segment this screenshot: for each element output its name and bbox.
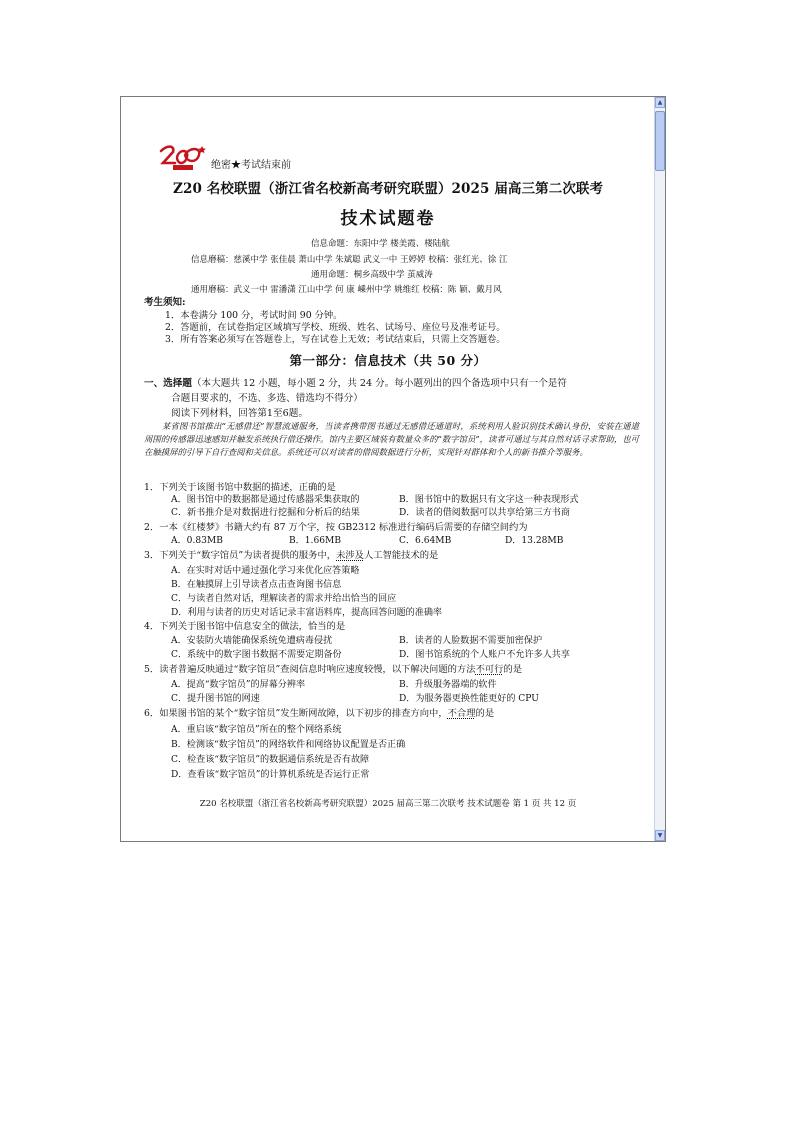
notice-item: 1．本卷满分 100 分，考试时间 90 分钟。	[165, 310, 343, 321]
stem-text: 人工智能技术的是	[363, 550, 439, 561]
option: C．6.64MB	[399, 536, 452, 546]
option: A．图书馆中的数据都是通过传感器采集获取的	[171, 495, 360, 505]
option: A．0.83MB	[171, 536, 223, 546]
question-stem: 4．下列关于图书馆中信息安全的做法，恰当的是	[144, 621, 346, 632]
option: A．安装防火墙能确保系统免遭病毒侵扰	[171, 636, 333, 646]
option: B．升级服务器端的软件	[399, 680, 497, 690]
question-stem	[144, 661, 522, 675]
question-stem	[144, 705, 494, 719]
stem-text: 的是	[475, 708, 495, 719]
question-stem	[144, 547, 438, 561]
vertical-scrollbar[interactable]	[654, 97, 665, 841]
logo-caption: 名校联盟	[177, 170, 191, 174]
stem-text: 的是	[503, 664, 523, 675]
option: D．图书馆系统的个人账户不允许多人共享	[399, 650, 570, 660]
reading-passage: 某省图书馆推出“无感借还”智慧流通服务，当读者携带图书通过无感借还通道时，系统利用人脸识别技术确认身份，安装在通道周围的传感器迅速感知并触发系统执行借还操作。馆内主要区域装有数量众多的“数字馆员”，读者可通过与其自然对话寻求帮助，也可在触摸屏的引导下自行查阅和关信息。系统还可以对读者的借阅数据进行分析，实现针对群体和个人的新书推介等服务。	[144, 421, 639, 457]
page-footer: Z20 名校联盟（浙江省名校新高考研究联盟）2025 届高三第二次联考 技术试题卷 第 1 页 共 12 页	[199, 799, 577, 809]
option: B．图书馆中的数据只有文字这一种表现形式	[399, 495, 579, 505]
scroll-thumb[interactable]	[655, 111, 665, 171]
option: C．提升图书馆的网速	[171, 694, 260, 704]
document-viewer	[120, 96, 666, 842]
option: A．重启该“数字馆员”所在的整个网络系统	[171, 725, 342, 735]
option: D．13.28MB	[505, 536, 564, 546]
question-stem: 2．一本《红楼梦》书籍大约有 87 万个字，按 GB2312 标准进行编码后需要的存储空间约为	[144, 522, 528, 533]
stem-emphasis: 不可行	[475, 664, 504, 675]
confidential-label: 绝密★考试结束前	[211, 160, 291, 171]
exam-title: Z20 名校联盟（浙江省名校新高考研究联盟）2025 届高三第二次联考	[173, 181, 604, 197]
option: B．1.66MB	[289, 536, 342, 546]
stem-emphasis: 未涉及	[336, 550, 364, 561]
option: C．检查该“数字馆员”的数据通信系统是否有故障	[171, 755, 370, 765]
option: A．在实时对话中通过强化学习来优化应答策略	[171, 566, 360, 576]
option: C．与读者自然对话，理解读者的需求并给出恰当的回应	[171, 594, 397, 604]
paper-subtitle: 技术试题卷	[340, 209, 436, 229]
stem-text: 6．如果图书馆的某个“数字馆员”发生断网故障，以下初步的排查方向中，	[144, 708, 448, 719]
section-desc: （本大题共 12 小题，每小题 2 分，共 24 分。每小题列出的四个备选项中只有一个是符	[191, 378, 567, 389]
stem-text: 3．下列关于“数字馆员”为读者提供的服务中，	[144, 550, 337, 561]
option: C．新书推介是对数据进行挖掘和分析后的结果	[171, 508, 360, 518]
exam-page	[121, 97, 655, 841]
read-instruction: 阅读下列材料，回答第1至6题。	[171, 408, 308, 419]
stem-emphasis: 不合理	[447, 708, 476, 719]
option: B．检测该“数字馆员”的网络软件和网络协议配置是否正确	[171, 740, 406, 750]
section-header	[144, 375, 567, 389]
credit-line: 信息命题：东阳中学 楼美霞、楼陆航	[311, 239, 450, 249]
option: D．查看该“数字馆员”的计算机系统是否运行正常	[171, 770, 370, 780]
notice-heading: 考生须知:	[144, 297, 186, 308]
section-label: 一、选择题	[144, 378, 192, 389]
stem-text: 5．读者普遍反映通过“数字馆员”查阅信息时响应速度较慢，以下解决问题的方法	[144, 664, 476, 675]
notice-item: 2．答题前，在试卷指定区域填写学校、班级、姓名、试场号、座位号及准考证号。	[165, 322, 506, 333]
credit-line: 通用命题：桐乡高级中学 茧威涛	[311, 270, 433, 280]
part-title: 第一部分：信息技术（共 50 分）	[289, 353, 487, 368]
scroll-up-icon[interactable]: ▲	[655, 97, 665, 108]
option: D．为服务器更换性能更好的 CPU	[399, 694, 539, 704]
option: D．读者的借阅数据可以共享给第三方书商	[399, 508, 570, 518]
question-stem: 1．下列关于该图书馆中数据的描述，正确的是	[144, 482, 336, 493]
z20-logo-icon	[157, 143, 209, 171]
option: B．在触摸屏上引导读者点击查询图书信息	[171, 580, 342, 590]
option: C．系统中的数字图书数据不需要定期备份	[171, 650, 342, 660]
option: B．读者的人脸数据不需要加密保护	[399, 636, 543, 646]
credit-line: 信息磨稿：慈溪中学 张佳晨 萧山中学 朱斌聪 武义一中 王婷婷 校稿：张红光、徐 江	[191, 255, 508, 265]
option: D．利用与读者的历史对话记录丰富语料库，提高回答问题的准确率	[171, 608, 443, 618]
option: A．提高“数字馆员”的屏幕分辨率	[171, 680, 306, 690]
credit-line: 通用磨稿：武义一中 雷潘潇 江山中学 何 康 嵊州中学 姚维红 校稿：陈 颖、戴月风	[191, 285, 502, 295]
section-desc-cont: 合题目要求的，不选、多选、错选均不得分）	[171, 393, 363, 404]
notice-item: 3．所有答案必须写在答题卷上，写在试卷上无效；考试结束后，只需上交答题卷。	[165, 334, 506, 345]
scroll-down-icon[interactable]: ▼	[655, 830, 665, 841]
